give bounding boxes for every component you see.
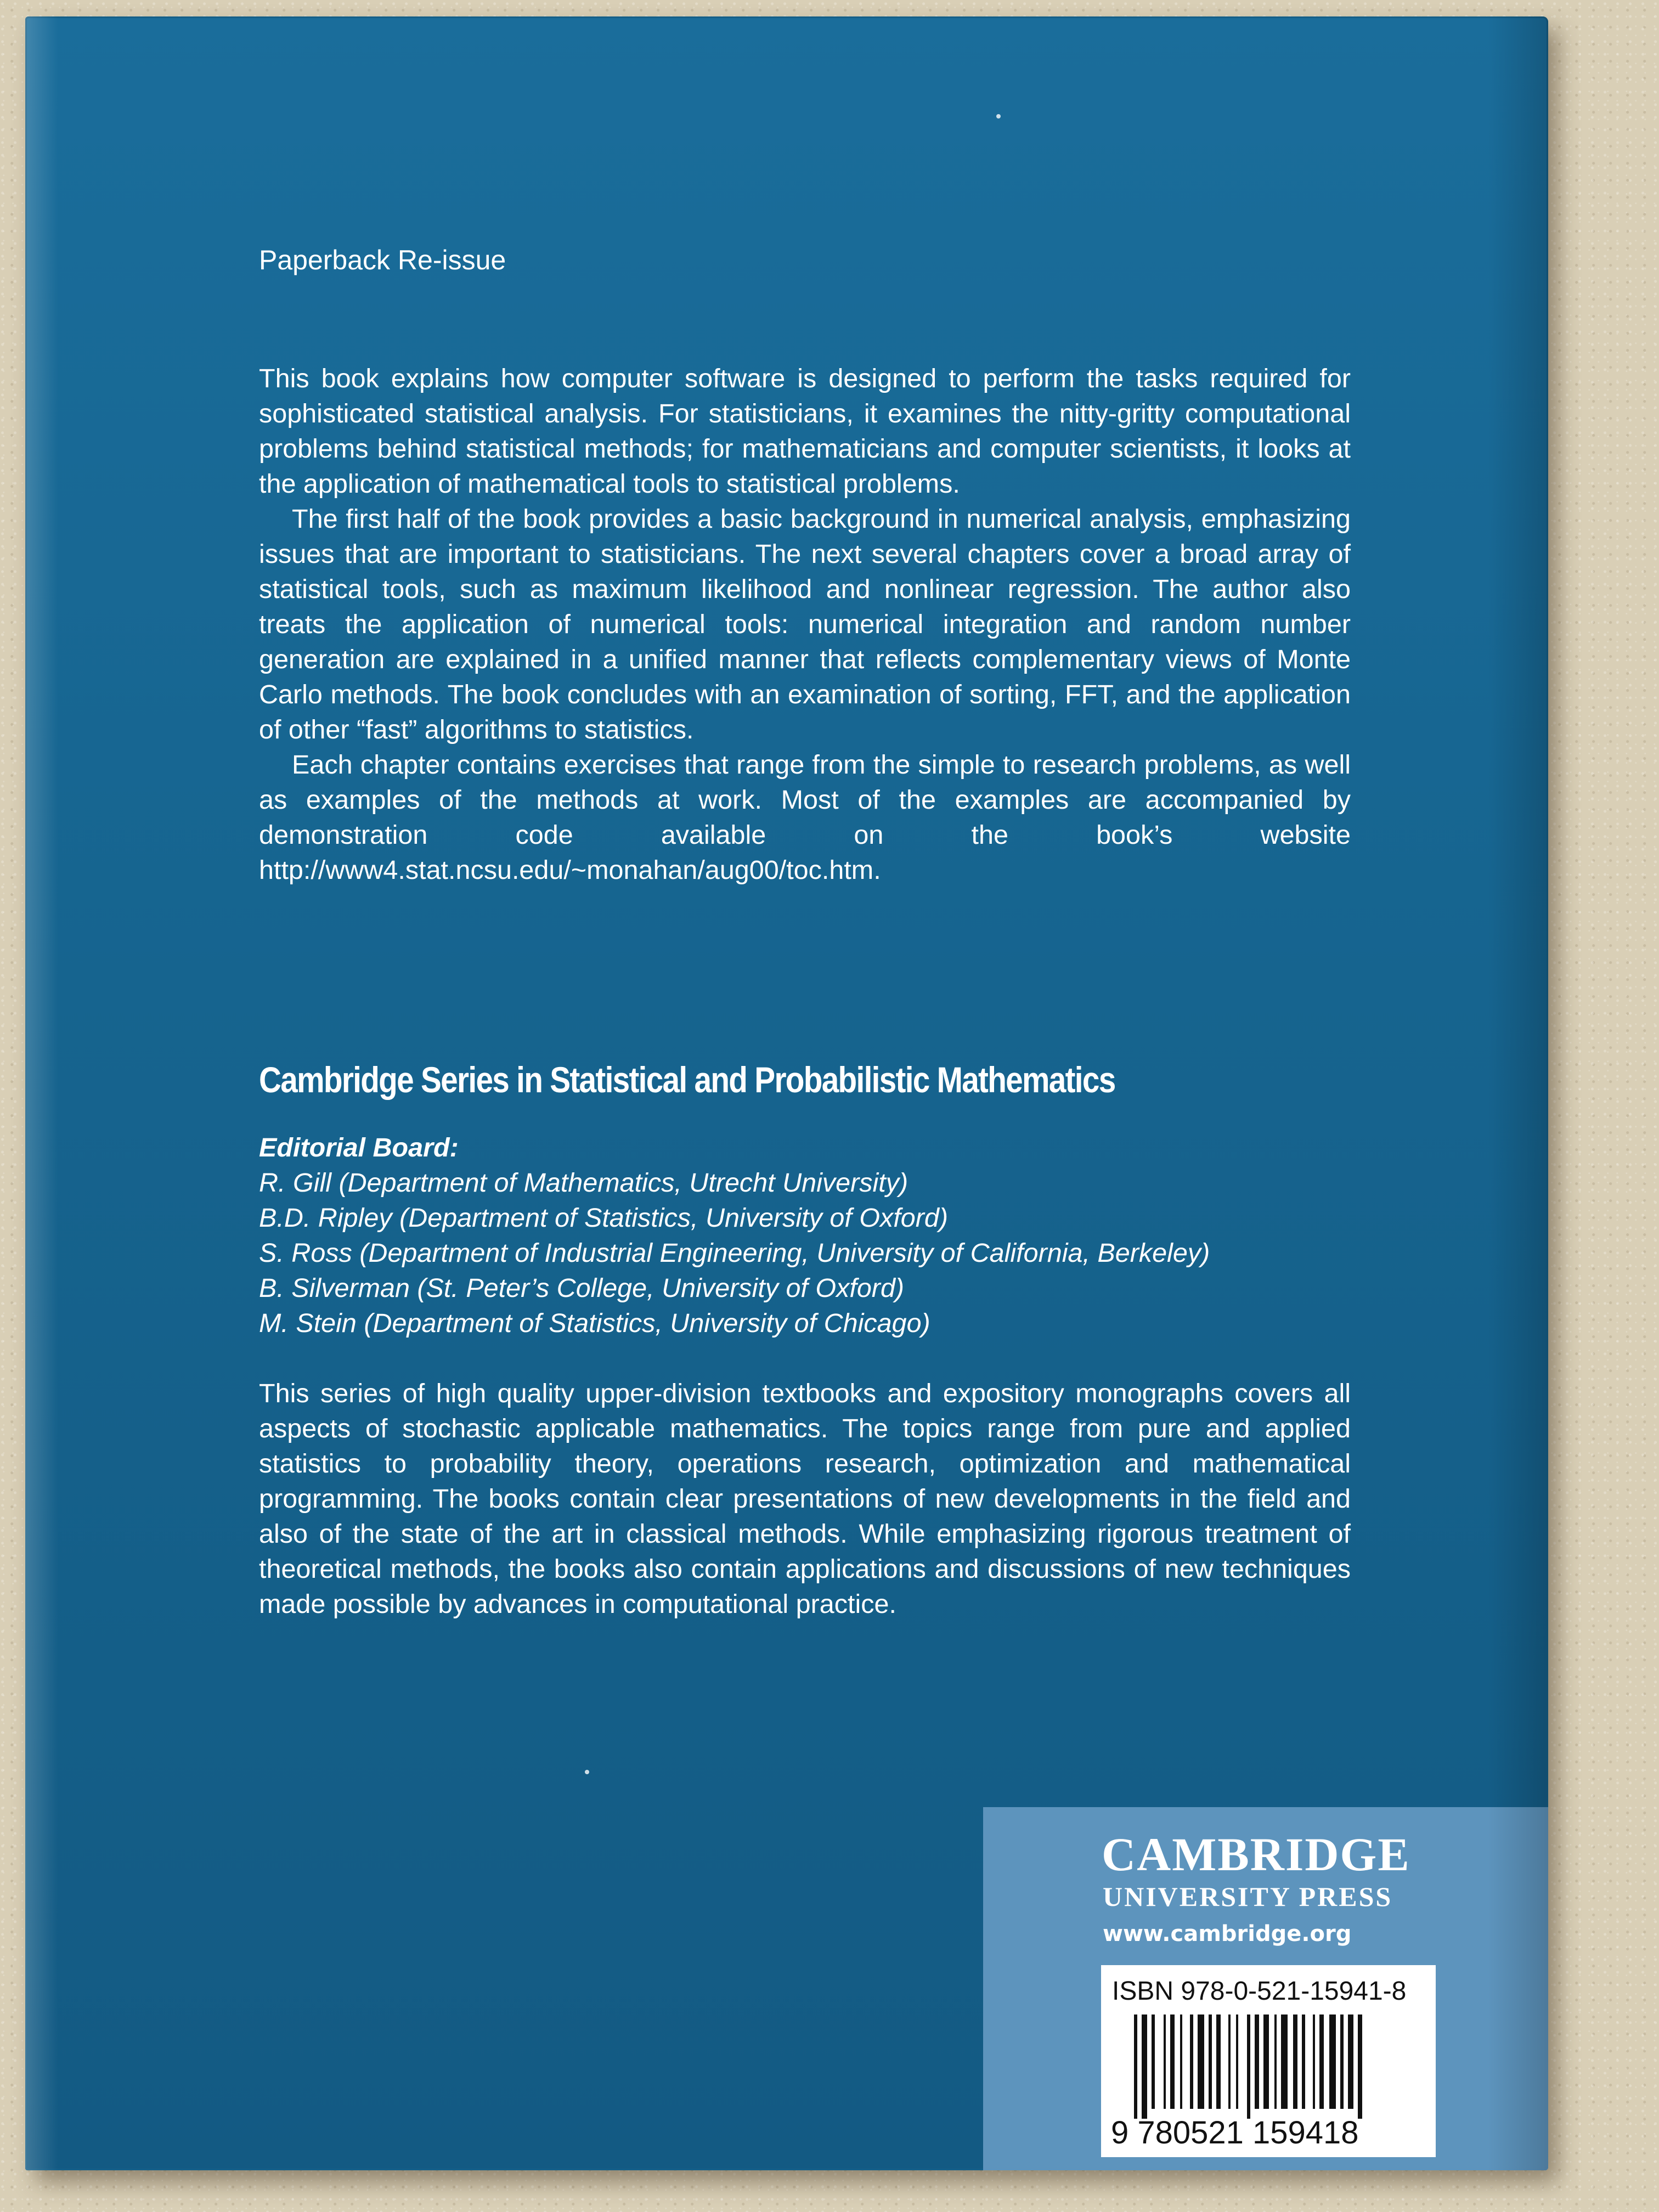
barcode-bar: [1170, 2015, 1175, 2109]
barcode-bar: [1340, 2015, 1344, 2109]
publisher-logo-subtitle: UNIVERSITY PRESS: [1103, 1881, 1393, 1912]
barcode-bar: [1348, 2015, 1353, 2109]
barcode-bar: [1209, 2015, 1212, 2109]
barcode-icon: [1134, 2015, 1419, 2119]
barcode-bar: [1180, 2015, 1182, 2109]
isbn-barcode-label: [1101, 1965, 1436, 2157]
description-paragraph: Each chapter contains exercises that range from the simple to research problems, as well as examples of the methods at work. Most of the examples are accompanied by demonstration code available on the book’s website http://www4.stat.ncsu.edu/~monahan/aug00/toc.htm.: [259, 750, 1351, 885]
editorial-board-heading: Editorial Board:: [259, 1133, 459, 1163]
barcode-bar: [1247, 2015, 1250, 2119]
cover-speck: [585, 1770, 589, 1774]
barcode-bar: [1198, 2015, 1204, 2109]
publisher-box: [983, 1807, 1548, 2170]
barcode-bar: [1216, 2015, 1221, 2109]
barcode-bar: [1134, 2015, 1137, 2119]
barcode-bar: [1281, 2015, 1288, 2109]
board-member: R. Gill (Department of Mathematics, Utrecht University): [259, 1168, 909, 1198]
board-member: B.D. Ripley (Department of Statistics, University of Oxford): [259, 1203, 948, 1233]
barcode-bar: [1263, 2015, 1269, 2109]
barcode-bar: [1152, 2015, 1155, 2109]
barcode-bar: [1255, 2015, 1259, 2109]
publisher-url: www.cambridge.org: [1103, 1921, 1352, 1946]
description-paragraph: The first half of the book provides a basic background in numerical analysis, emphasizing issues that are important to statisticians. The next several chapters cover a broad array of statistical tools, such as maximum likelihood and nonlinear regression. The author also treats the application of numerical tools: numerical integration and random number generation are explained in a unified manner that reflects complementary views of Monte Carlo methods. The book concludes with an examination of sorting, FFT, and the application of other “fast” algorithms to statistics.: [259, 504, 1351, 744]
barcode-bar: [1319, 2015, 1324, 2109]
series-description: [259, 1376, 1351, 1622]
barcode-bar: [1236, 2015, 1238, 2109]
board-member: B. Silverman (St. Peter’s College, University of Oxford): [259, 1273, 905, 1303]
board-member: S. Ross (Department of Industrial Engineering, University of California, Berkeley): [259, 1238, 1210, 1268]
barcode-bar: [1358, 2015, 1362, 2119]
barcode-bar: [1293, 2015, 1297, 2109]
book-back-cover: [25, 16, 1548, 2170]
series-title: Cambridge Series in Statistical and Probabilistic Mathematics: [259, 1059, 1115, 1100]
barcode-bar: [1274, 2015, 1277, 2109]
barcode-bar: [1142, 2015, 1147, 2119]
editorial-board: [259, 1130, 1351, 1341]
publisher-logo-name: CAMBRIDGE: [1102, 1828, 1410, 1881]
description-paragraph: This book explains how computer software is designed to perform the tasks required for sophisticated statistical analysis. For statisticians, it examines the nitty-gritty computational problems behind statistical methods; for mathematicians and computer scientists, it looks at the application of mathematical tools to statistical problems.: [259, 364, 1351, 499]
barcode-bar: [1302, 2015, 1305, 2109]
edition-note: Paperback Re-issue: [259, 245, 506, 275]
isbn-number: ISBN 978-0-521-15941-8: [1112, 1977, 1407, 2006]
barcode-bar: [1329, 2015, 1336, 2109]
barcode-bar: [1190, 2015, 1193, 2109]
cover-speck: [996, 114, 1001, 119]
barcode-bar: [1228, 2015, 1231, 2109]
series-description-text: This series of high quality upper-division textbooks and expository monographs covers all aspects of stochastic applicable mathematics. The topics range from pure and applied statistics to probability theory, operations research, optimization and mathematical programming. The books contain clear presentations of new developments in the field and also of the state of the art in classical methods. While emphasizing rigorous treatment of theoretical methods, the books also contain applications and discussions of new techniques made possible by advances in computational practice.: [259, 1379, 1351, 1619]
board-member: M. Stein (Department of Statistics, University of Chicago): [259, 1308, 930, 1338]
barcode-digits: 9 780521 159418: [1111, 2115, 1359, 2151]
barcode-bar: [1313, 2015, 1315, 2109]
barcode-bar: [1164, 2015, 1166, 2109]
book-description: [259, 361, 1351, 888]
